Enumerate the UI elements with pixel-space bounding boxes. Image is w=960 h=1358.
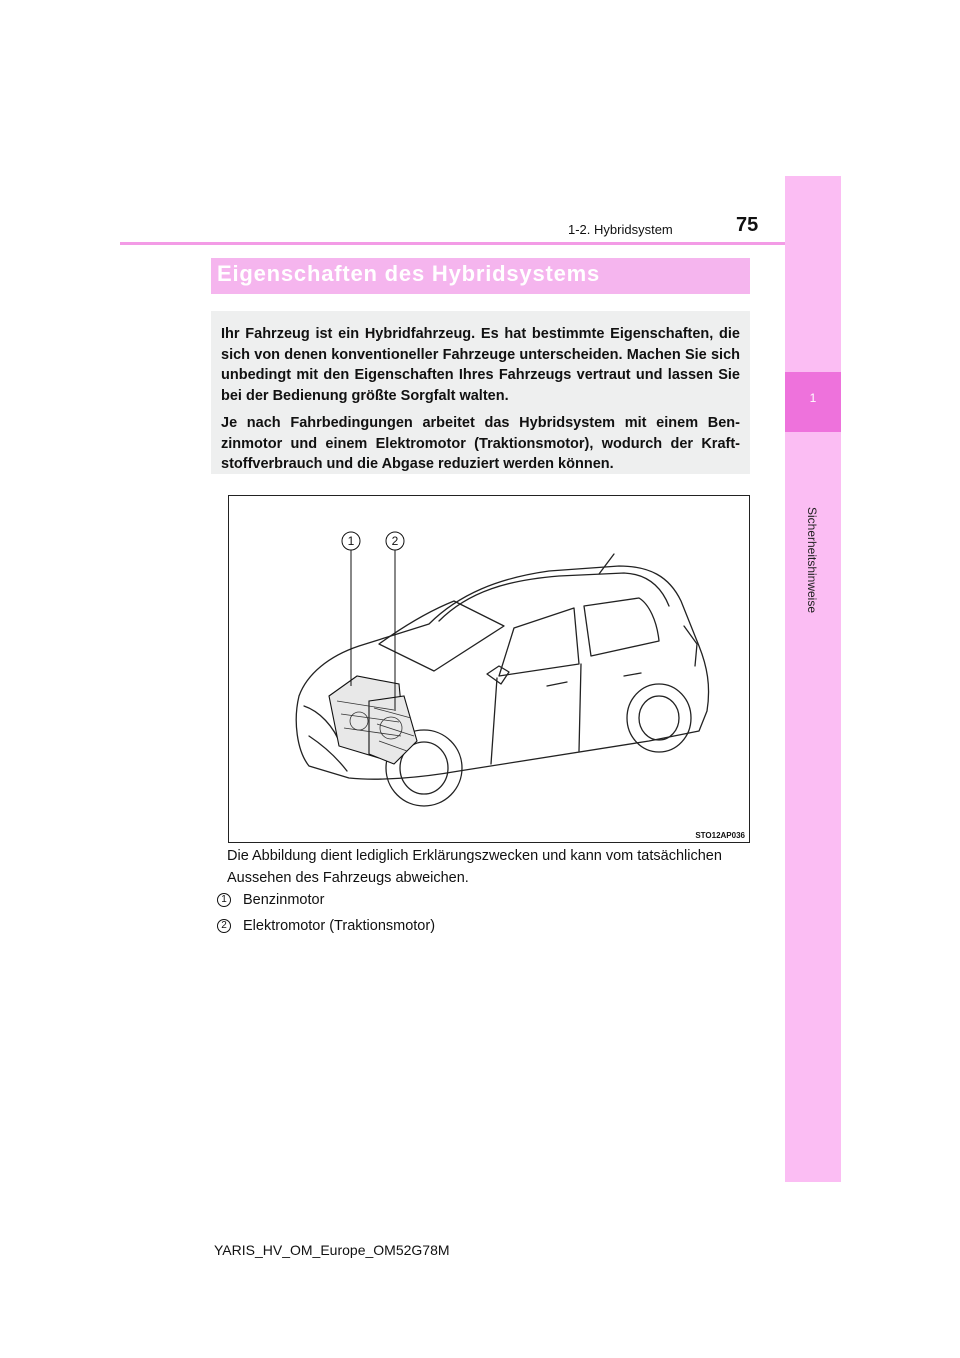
chapter-side-tab <box>785 176 841 1182</box>
figure-code: STO12AP036 <box>695 831 745 840</box>
vehicle-illustration <box>228 495 750 843</box>
chapter-number: 1 <box>809 391 817 405</box>
page-title: Eigenschaften des Hybridsystems <box>217 261 601 286</box>
callout-1: 1 <box>347 534 355 548</box>
car-drawing <box>229 496 749 842</box>
callout-2: 2 <box>391 534 399 548</box>
header-rule <box>120 242 785 245</box>
title-bar <box>211 258 750 294</box>
intro-paragraph: Je nach Fahrbedingungen arbeitet das Hybridsystem mit einem Ben-zinmotor und einem Elektromotor (Traktionsmotor), wodurch der Kraft-stoffverbrauch und die Abgase reduziert werden können. <box>221 415 740 472</box>
document-footer: YARIS_HV_OM_Europe_OM52G78M <box>214 1242 450 1258</box>
section-label: 1-2. Hybridsystem <box>568 222 673 237</box>
chapter-title: Sicherheitshinweise <box>805 506 819 614</box>
intro-box <box>211 311 750 474</box>
intro-paragraph: Ihr Fahrzeug ist ein Hybridfahrzeug. Es hat bestimmte Eigenschaften, die sich von denen konventioneller Fahrzeuge unterscheiden. Machen Sie sich unbedingt mit den Eigenschaften Ihres Fahrzeugs vertraut und lassen Sie bei der Bedienung größte Sorgfalt walten. <box>221 326 740 404</box>
legend-number-badge: 1 <box>217 893 231 907</box>
page-number: 75 <box>736 214 759 236</box>
legend-label: Elektromotor (Traktionsmotor) <box>243 918 436 934</box>
legend-number-badge: 2 <box>217 919 231 933</box>
figure-caption: Die Abbildung dient lediglich Erklärungszwecken und kann vom tatsächlichen Aussehen des Fahrzeugs abweichen. <box>227 848 722 886</box>
legend-label: Benzinmotor <box>243 892 325 908</box>
